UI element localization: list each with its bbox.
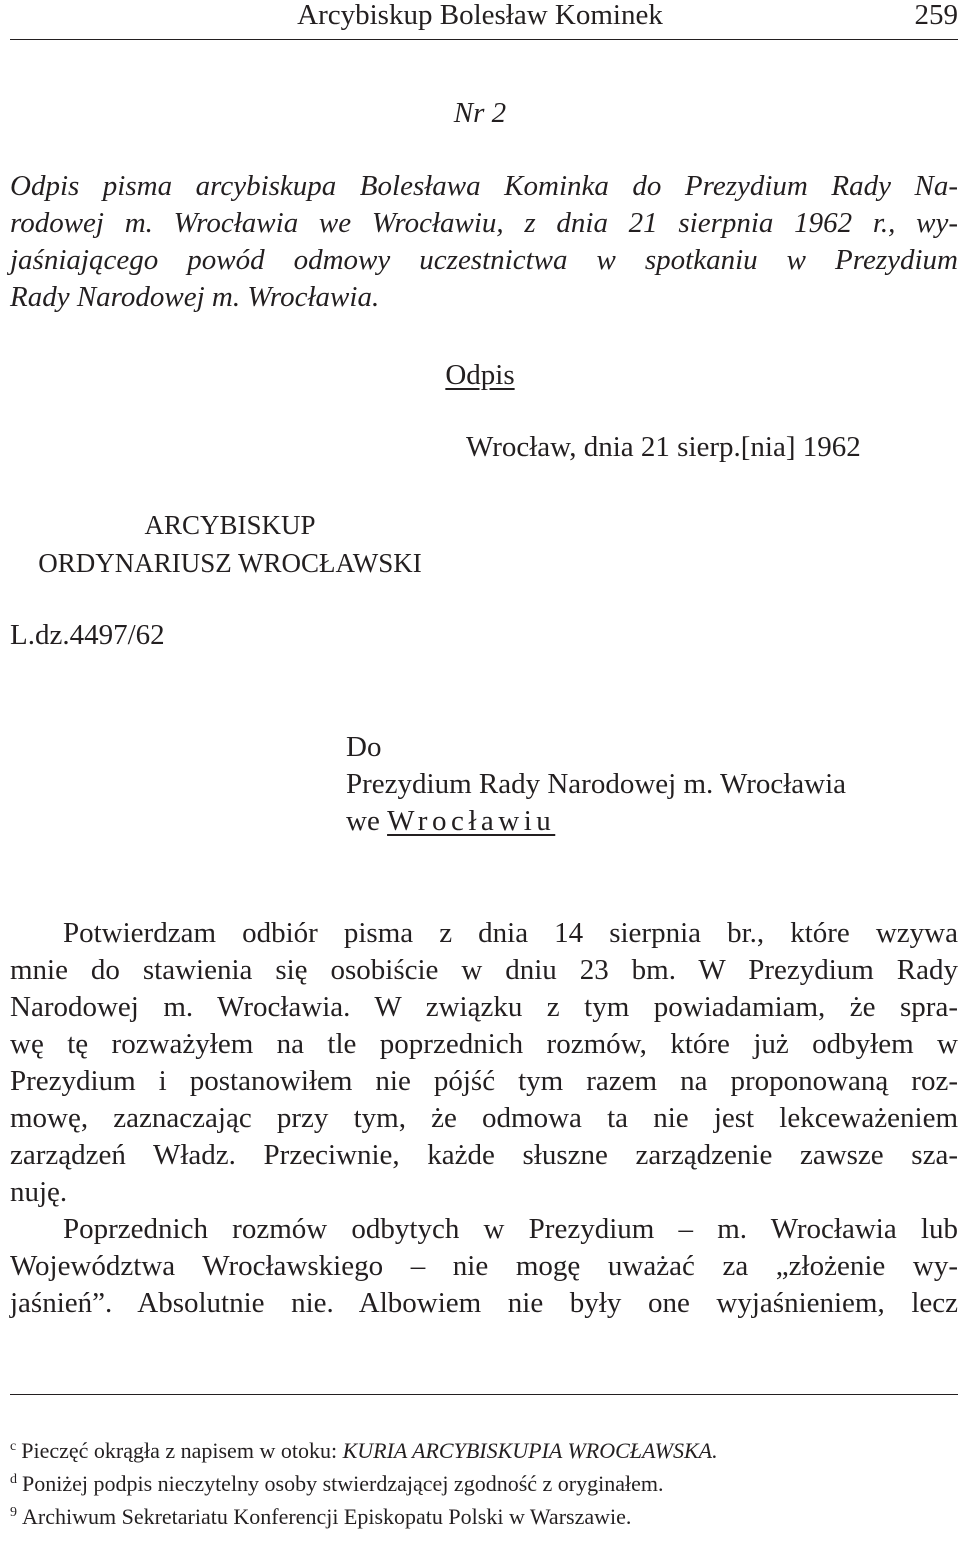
page-number: 259 <box>914 0 958 31</box>
summary-line: Rady Narodowej m. Wrocławia. <box>10 281 380 313</box>
addressee-city: Wrocławiu <box>387 805 556 837</box>
body-line: jaśnień”. Absolutnie nie. Albowiem nie były one wyjaśnieniem, lecz <box>10 1287 958 1319</box>
reference-number: L.dz.4497/62 <box>10 619 165 651</box>
place-date: Wrocław, dnia 21 sierp.[nia] 1962 <box>466 431 861 463</box>
issuer-office: ORDYNARIUSZ WROCŁAWSKI <box>38 548 422 578</box>
footnote-rule <box>10 1394 958 1395</box>
addressee-line <box>346 803 555 840</box>
running-header-title: Arcybiskup Bolesław Kominek <box>297 0 663 31</box>
body-line: wę tę rozważyłem na tle poprzednich rozmów, które już odbyłem w <box>10 1028 958 1060</box>
issuer-title: ARCYBISKUP <box>144 510 316 540</box>
issuer-block <box>10 506 450 582</box>
footnote-mark: d <box>10 1472 17 1487</box>
summary-line: rodowej m. Wrocławia we Wrocławiu, z dnia 21 sierpnia 1962 r., wy- <box>10 207 958 239</box>
footnote-text: Archiwum Sekretariatu Konferencji Episkopatu Polski w Warszawie. <box>22 1504 632 1529</box>
body-line: nuję. <box>10 1176 68 1208</box>
body-line: Prezydium i postanowiłem nie pójść tym razem na proponowaną roz- <box>10 1065 958 1097</box>
summary-line: Odpis pisma arcybiskupa Bolesława Kominka do Prezydium Rady Na- <box>10 170 958 202</box>
document-number: Nr 2 <box>453 97 507 129</box>
summary-line: jaśniającego powód odmowy uczestnictwa w spotkaniu w Prezydium <box>10 244 958 276</box>
body-line: zarządzeń Władz. Przeciwnie, każde słuszne zarządzenie zawsze sza- <box>10 1139 958 1171</box>
body-line: Narodowej m. Wrocławia. W związku z tym powiadamiam, że spra- <box>10 991 958 1023</box>
footnote-stamp-text: KURIA ARCYBISKUPIA WROCŁAWSKA. <box>342 1438 718 1463</box>
addressee-line: Do <box>346 731 382 763</box>
footnote <box>10 1499 631 1531</box>
footnote-text: Poniżej podpis nieczytelny osoby stwierdzającej zgodność z oryginałem. <box>22 1471 664 1496</box>
addressee-prefix: we <box>346 805 388 837</box>
footnote <box>10 1466 663 1498</box>
header-rule <box>10 39 958 40</box>
footnote-mark: c <box>10 1439 17 1454</box>
body-line: mnie do stawienia się osobiście w dniu 23 bm. W Prezydium Rady <box>10 954 958 986</box>
body-line: mowę, zaznaczając przy tym, że odmowa ta nie jest lekceważeniem <box>10 1102 958 1134</box>
copy-label: Odpis <box>445 359 515 391</box>
footnote-text: Pieczęć okrągła z napisem w otoku: <box>21 1438 343 1463</box>
body-line: Potwierdzam odbiór pisma z dnia 14 sierpnia br., które wzywa <box>63 917 958 949</box>
footnote-mark: 9 <box>10 1505 17 1520</box>
body-line: Województwa Wrocławskiego – nie mogę uważać za „złożenie wy- <box>10 1250 958 1282</box>
footnote <box>10 1433 718 1465</box>
body-line: Poprzednich rozmów odbytych w Prezydium – m. Wrocławia lub <box>63 1213 958 1245</box>
addressee-line: Prezydium Rady Narodowej m. Wrocławia <box>346 768 847 800</box>
